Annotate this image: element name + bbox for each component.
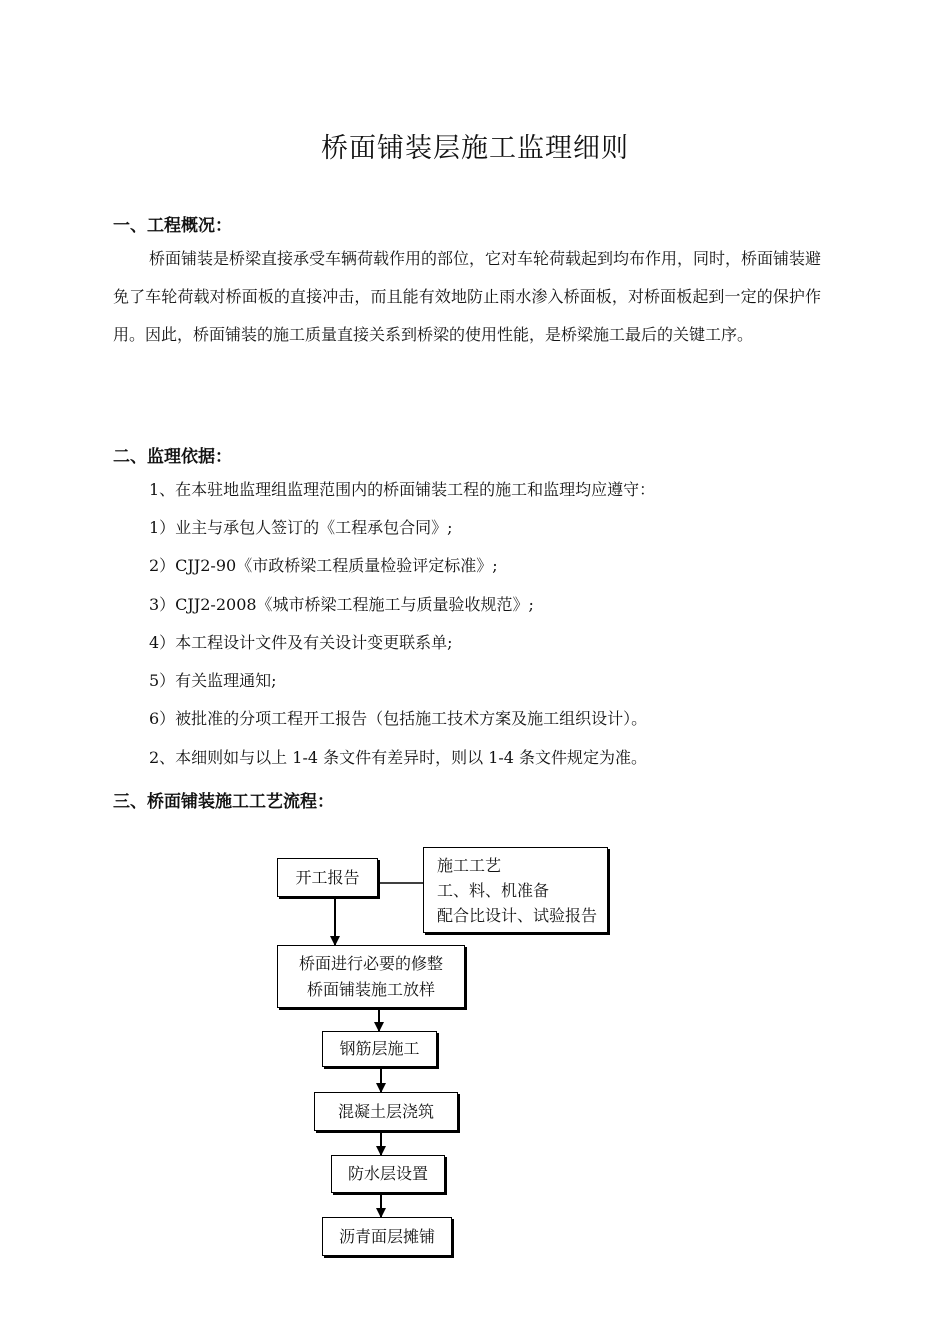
flow-side-box xyxy=(423,847,608,933)
flow-start-box xyxy=(277,858,378,897)
flow-step6-label: 沥青面层摊铺 xyxy=(338,1226,435,1246)
section1-heading: 一、工程概况： xyxy=(113,216,232,236)
section1-paragraph: 桥面铺装是桥梁直接承受车辆荷载作用的部位，它对车轮荷载起到均布作用，同时，桥面铺装避免了车轮荷载对桥面板的直接冲击，而且能有效地防止雨水渗入桥面板，对桥面板起到一定的保护作用。因此，桥面铺装的施工质量直接关系到桥梁的使用性能，是桥梁施工最后的关键工序。 xyxy=(113,249,822,344)
flow-step6-box xyxy=(322,1217,452,1256)
flow-side-line: 施工工艺 xyxy=(437,855,502,875)
basis-item: 2、本细则如与以上 1-4 条文件有差异时，则以 1-4 条文件规定为准。 xyxy=(149,748,648,767)
basis-item: 4）本工程设计文件及有关设计变更联系单; xyxy=(149,633,453,652)
flow-side-line: 配合比设计、试验报告 xyxy=(437,905,598,925)
section3-heading: 三、桥面铺装施工工艺流程： xyxy=(113,792,334,812)
document-title: 桥面铺装层施工监理细则 xyxy=(321,133,629,164)
basis-item: 1）业主与承包人签订的《工程承包合同》; xyxy=(149,518,453,537)
basis-item: 6）被批准的分项工程开工报告（包括施工技术方案及施工组织设计）。 xyxy=(149,709,648,728)
flow-step4-box xyxy=(314,1092,458,1131)
flow-side-line: 工、料、机准备 xyxy=(437,880,550,900)
flow-step5-box xyxy=(331,1155,445,1193)
basis-item: 1、在本驻地监理组监理范围内的桥面铺装工程的施工和监理均应遵守： xyxy=(149,480,656,499)
basis-item: 5）有关监理通知; xyxy=(149,671,277,690)
basis-item: 2）CJJ2-90《市政桥梁工程质量检验评定标准》; xyxy=(149,556,498,575)
flow-step3-label: 钢筋层施工 xyxy=(339,1039,420,1058)
flow-step4-label: 混凝土层浇筑 xyxy=(337,1101,434,1121)
flow-step5-label: 防水层设置 xyxy=(347,1164,428,1183)
flow-step3-box xyxy=(322,1031,437,1067)
flow-start-label: 开工报告 xyxy=(295,867,360,887)
basis-item: 3）CJJ2-2008《城市桥梁工程施工与质量验收规范》; xyxy=(149,595,534,614)
flow-step2-line: 桥面铺装施工放样 xyxy=(306,979,435,999)
section2-heading: 二、监理依据： xyxy=(113,447,232,467)
flow-step2-box xyxy=(277,945,465,1008)
flow-step2-line: 桥面进行必要的修整 xyxy=(298,953,443,973)
